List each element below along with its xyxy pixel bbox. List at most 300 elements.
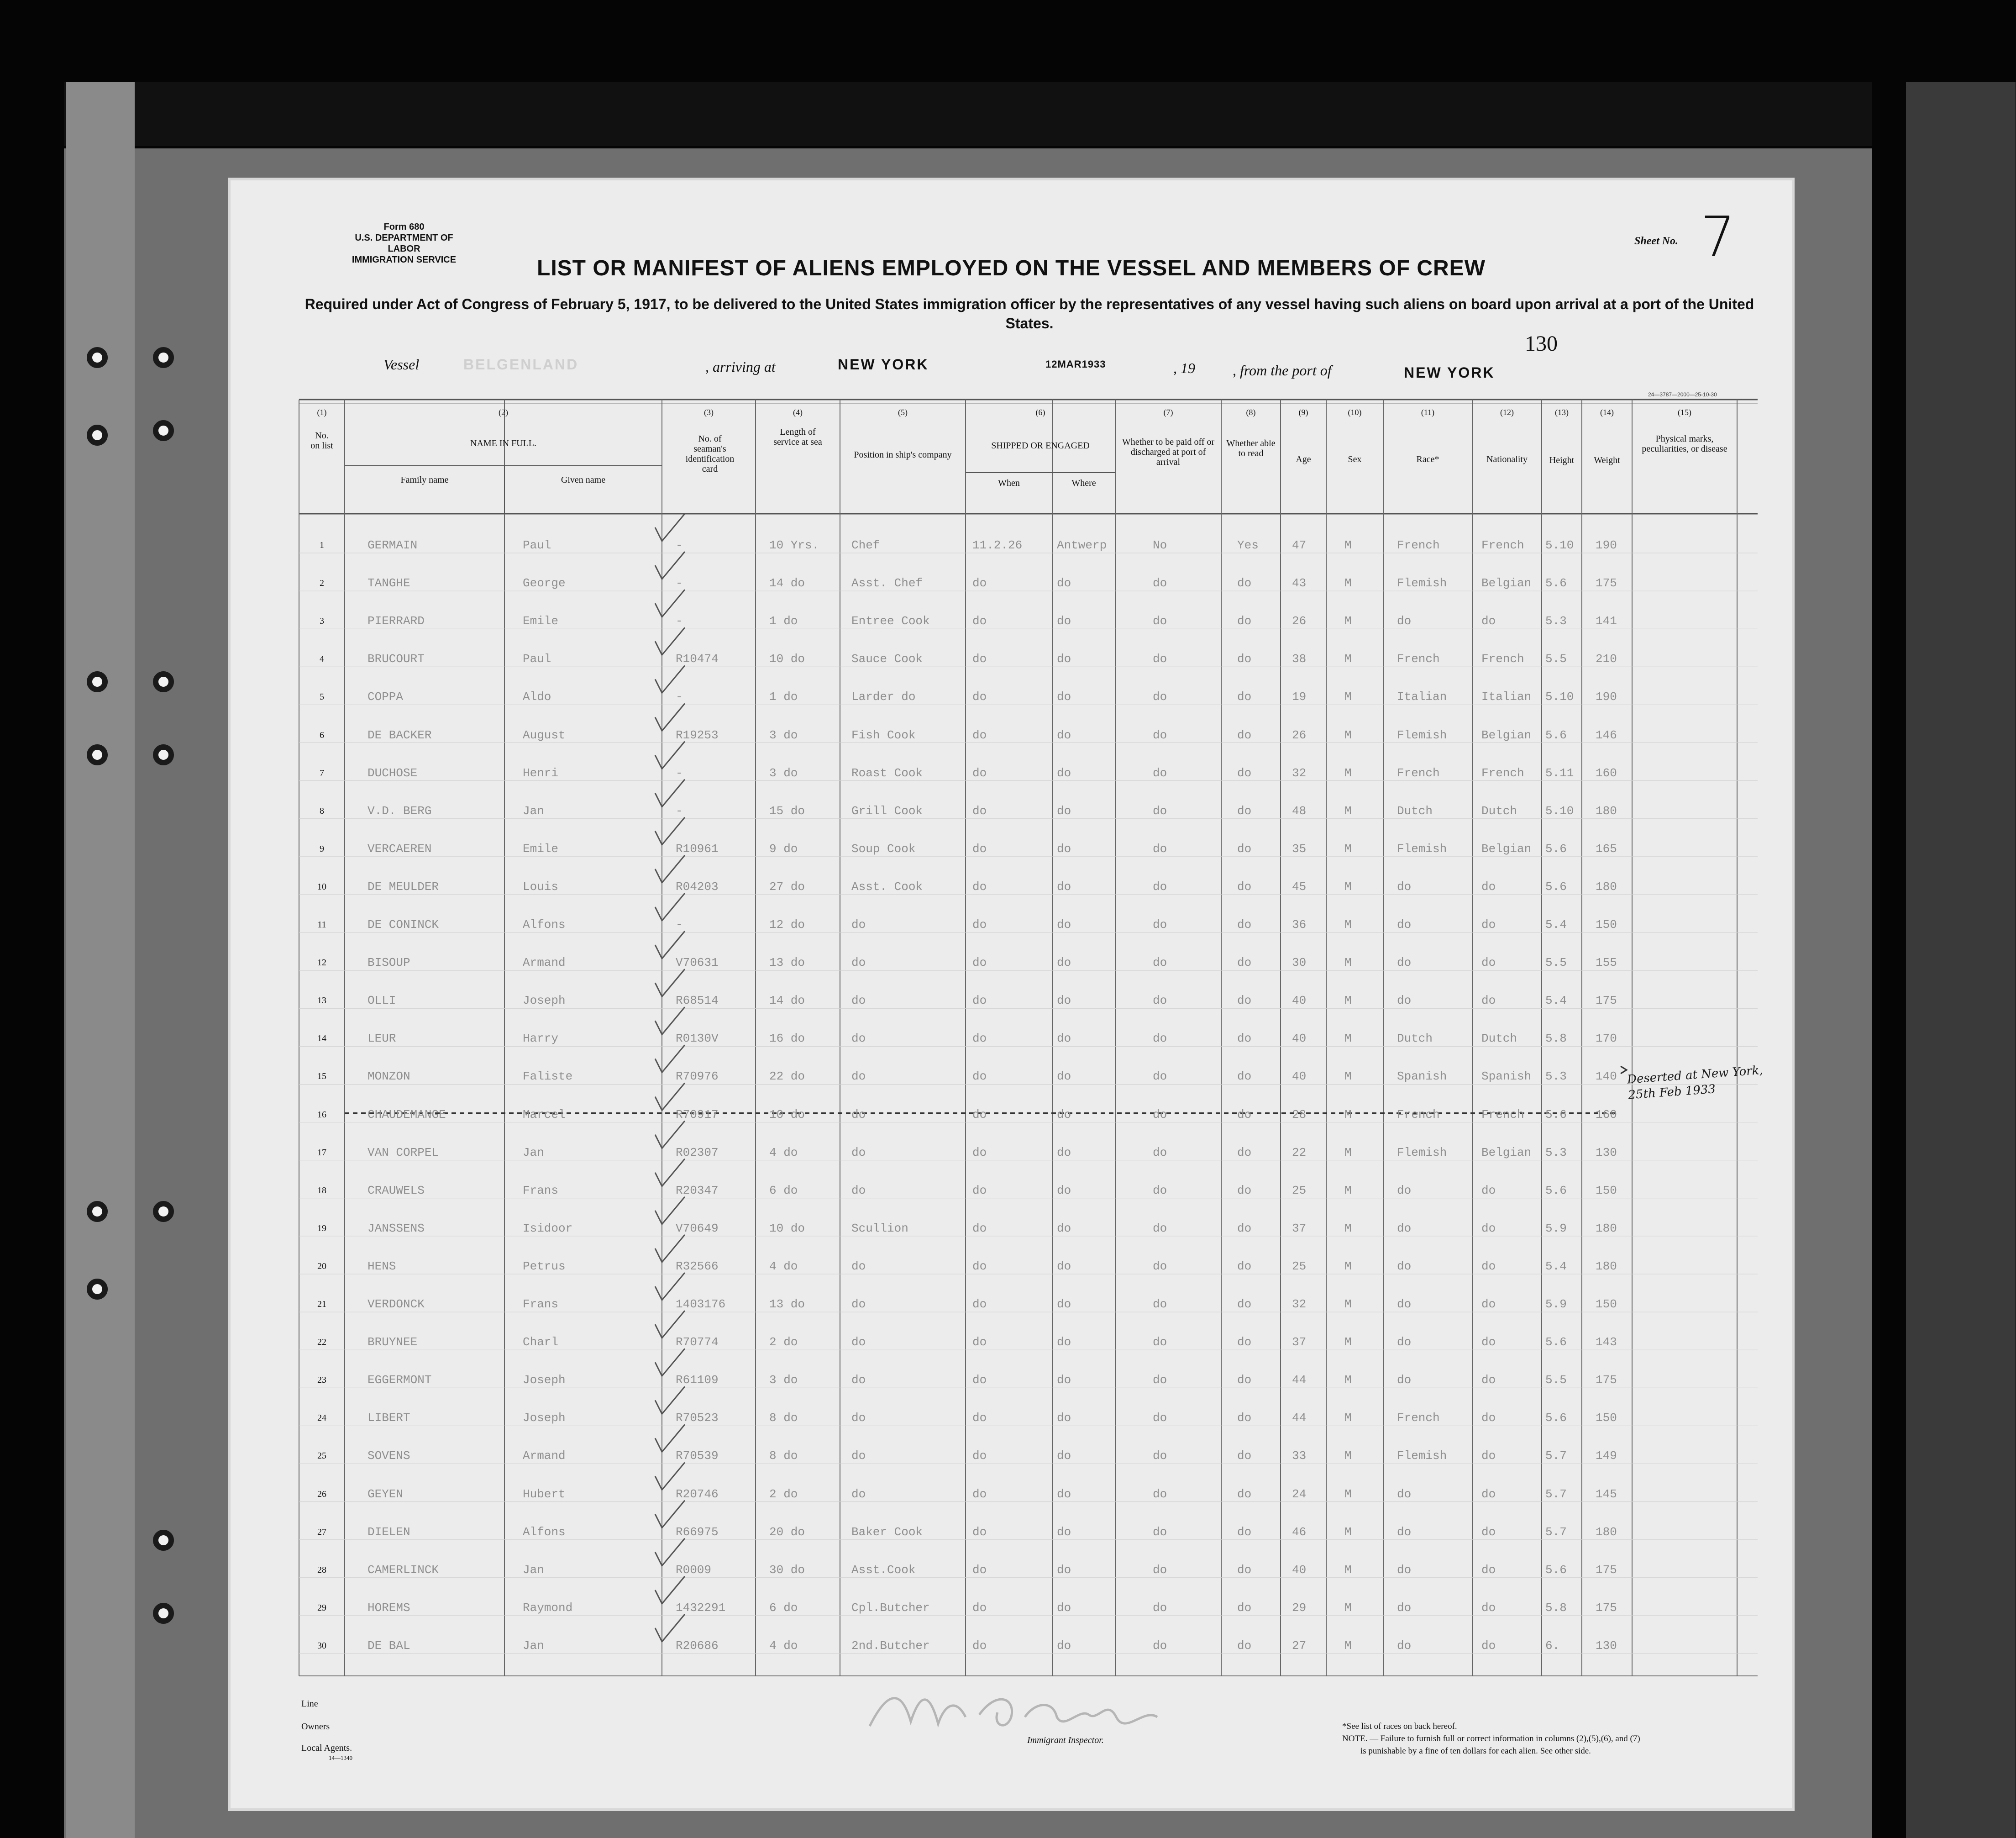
from-port: NEW YORK: [1404, 364, 1495, 381]
cell-read: do: [1237, 1563, 1252, 1577]
cell-service: 10 do: [769, 1107, 805, 1122]
cell-age: 35: [1292, 842, 1307, 856]
cell-height: 5.7: [1545, 1449, 1567, 1463]
cell-read: do: [1237, 652, 1252, 666]
cell-position: Asst. Chef: [851, 576, 923, 590]
cell-race: Dutch: [1397, 1032, 1433, 1046]
cell-nationality: do: [1481, 918, 1496, 932]
cell-service: 12 do: [769, 918, 805, 932]
cell-paid: do: [1153, 918, 1167, 932]
cell-where: do: [1057, 1411, 1071, 1425]
cell-given: Joseph: [523, 994, 566, 1008]
sheet-number: 7: [1701, 205, 1736, 269]
binder-hole: [87, 1201, 108, 1222]
cell-when: do: [972, 880, 987, 894]
cell-given: Harry: [523, 1032, 559, 1046]
cell-weight: 155: [1596, 956, 1617, 970]
cell-service: 2 do: [769, 1487, 798, 1501]
cell-paid: do: [1153, 1259, 1167, 1273]
cell-family: DUCHOSE: [368, 766, 418, 780]
header-nationality: Nationality: [1486, 454, 1528, 464]
cell-card: R20686: [676, 1639, 719, 1653]
cell-where: do: [1057, 766, 1071, 780]
row-number: 10: [317, 881, 326, 892]
cell-service: 6 do: [769, 1183, 798, 1197]
check-mark: [655, 817, 685, 845]
cell-nationality: do: [1481, 614, 1496, 628]
binder-hole: [87, 744, 108, 765]
cell-weight: 180: [1596, 1221, 1617, 1235]
page-title: LIST OR MANIFEST OF ALIENS EMPLOYED ON THE VESSEL AND MEMBERS OF CREW: [537, 256, 1486, 280]
cell-where: do: [1057, 1601, 1071, 1615]
header-when: When: [998, 478, 1020, 488]
cell-service: 4 do: [769, 1145, 798, 1159]
cell-where: do: [1057, 1639, 1071, 1653]
cell-card: R0009: [676, 1563, 712, 1577]
cell-race: do: [1397, 1601, 1412, 1615]
cell-position: Soup Cook: [851, 842, 916, 856]
cell-family: TANGHE: [368, 576, 410, 590]
cell-position: Roast Cook: [851, 766, 923, 780]
cell-paid: do: [1153, 804, 1167, 818]
check-mark: [655, 779, 685, 807]
service-name: IMMIGRATION SERVICE: [352, 255, 457, 265]
cell-given: Jan: [523, 1145, 544, 1159]
cell-when: do: [972, 1297, 987, 1311]
cell-weight: 130: [1596, 1639, 1617, 1653]
cell-position: do: [851, 1069, 866, 1084]
row-number: 24: [317, 1413, 326, 1423]
row-number: 4: [320, 654, 324, 664]
binder-hole: [87, 347, 108, 368]
cell-service: 15 do: [769, 804, 805, 818]
cell-weight: 160: [1596, 1107, 1617, 1122]
cell-when: do: [972, 1525, 987, 1539]
cell-sex: M: [1344, 1411, 1352, 1425]
check-mark: [655, 1348, 685, 1376]
cell-paid: do: [1153, 1639, 1167, 1653]
cell-paid: do: [1153, 1411, 1167, 1425]
cell-paid: do: [1153, 766, 1167, 780]
check-mark: [655, 931, 685, 958]
cell-weight: 175: [1596, 1563, 1617, 1577]
cell-read: do: [1237, 1032, 1252, 1046]
cell-sex: M: [1344, 766, 1352, 780]
cell-where: do: [1057, 1259, 1071, 1273]
cell-nationality: French: [1481, 538, 1524, 552]
column-number: (8): [1246, 408, 1256, 417]
check-mark: [655, 893, 685, 921]
row-number: 9: [320, 843, 324, 854]
cell-when: do: [972, 690, 987, 704]
row-number: 7: [320, 768, 324, 778]
cell-when: do: [972, 1373, 987, 1387]
inspector-signature: [861, 1671, 1189, 1754]
cell-weight: 140: [1596, 1069, 1617, 1084]
cell-read: do: [1237, 1221, 1252, 1235]
cell-card: R70539: [676, 1449, 719, 1463]
header-shipped: SHIPPED OR ENGAGED: [991, 441, 1090, 451]
cell-when: do: [972, 766, 987, 780]
check-mark: [655, 1273, 685, 1300]
cell-sex: M: [1344, 1297, 1352, 1311]
cell-service: 4 do: [769, 1259, 798, 1273]
cell-position: do: [851, 1373, 866, 1387]
cell-height: 5.9: [1545, 1297, 1567, 1311]
cell-nationality: Belgian: [1481, 576, 1532, 590]
handwritten-annotation: Deserted at New York, 25th Feb 1933: [1627, 1063, 1764, 1102]
cell-weight: 210: [1596, 652, 1617, 666]
cell-family: JANSSENS: [368, 1221, 425, 1235]
cell-age: 37: [1292, 1221, 1307, 1235]
cell-service: 22 do: [769, 1069, 805, 1084]
column-number: (4): [793, 408, 803, 417]
cell-weight: 165: [1596, 842, 1617, 856]
row-number: 16: [317, 1109, 326, 1120]
row-number: 30: [317, 1641, 326, 1651]
cell-given: Louis: [523, 880, 559, 894]
check-mark: [655, 1538, 685, 1566]
cell-paid: do: [1153, 880, 1167, 894]
binder-hole: [153, 1530, 174, 1551]
cell-race: French: [1397, 766, 1440, 780]
cell-paid: do: [1153, 1145, 1167, 1159]
cell-where: do: [1057, 1069, 1071, 1084]
cell-weight: 170: [1596, 1032, 1617, 1046]
check-mark: [655, 627, 685, 655]
cell-sex: M: [1344, 728, 1352, 742]
cell-when: do: [972, 1069, 987, 1084]
cell-age: 43: [1292, 576, 1307, 590]
cell-nationality: do: [1481, 994, 1496, 1008]
inspector-label: Immigrant Inspector.: [1027, 1735, 1104, 1745]
row-number: 27: [317, 1527, 326, 1537]
cell-sex: M: [1344, 842, 1352, 856]
footer-line: Line: [301, 1699, 318, 1709]
cell-race: do: [1397, 1183, 1412, 1197]
column-number: (3): [704, 408, 714, 417]
cell-age: 36: [1292, 918, 1307, 932]
cell-card: V70649: [676, 1221, 719, 1235]
cell-family: CAMERLINCK: [368, 1563, 439, 1577]
cell-where: do: [1057, 1449, 1071, 1463]
left-strip: [66, 82, 135, 1838]
cell-paid: do: [1153, 994, 1167, 1008]
column-number: (2): [499, 408, 508, 417]
check-mark: [655, 1463, 685, 1490]
cell-height: 5.3: [1545, 1069, 1567, 1084]
check-mark: [655, 1083, 685, 1111]
row-number: 25: [317, 1451, 326, 1461]
cell-given: Jan: [523, 1639, 544, 1653]
cell-where: do: [1057, 652, 1071, 666]
cell-paid: do: [1153, 1032, 1167, 1046]
cell-age: 48: [1292, 804, 1307, 818]
cell-position: do: [851, 994, 866, 1008]
cell-card: -: [676, 766, 683, 780]
cell-height: 5.10: [1545, 538, 1574, 552]
cell-where: do: [1057, 1373, 1071, 1387]
right-strip: [1906, 82, 2016, 1838]
cell-read: do: [1237, 1601, 1252, 1615]
cell-when: do: [972, 1145, 987, 1159]
cell-position: do: [851, 956, 866, 970]
cell-sex: M: [1344, 576, 1352, 590]
header-age: Age: [1296, 454, 1311, 464]
cell-height: 5.11: [1545, 766, 1574, 780]
cell-nationality: do: [1481, 1259, 1496, 1273]
cell-given: August: [523, 728, 566, 742]
cell-race: do: [1397, 1297, 1412, 1311]
cell-family: VERDONCK: [368, 1297, 425, 1311]
cell-when: do: [972, 576, 987, 590]
cell-age: 26: [1292, 728, 1307, 742]
cell-height: 5.6: [1545, 728, 1567, 742]
cell-sex: M: [1344, 1145, 1352, 1159]
cell-given: Jan: [523, 804, 544, 818]
cell-family: HENS: [368, 1259, 396, 1273]
cell-family: VAN CORPEL: [368, 1145, 439, 1159]
cell-sex: M: [1344, 1259, 1352, 1273]
cell-card: V70631: [676, 956, 719, 970]
cell-paid: do: [1153, 956, 1167, 970]
cell-paid: do: [1153, 728, 1167, 742]
cell-position: Larder do: [851, 690, 916, 704]
cell-family: MONZON: [368, 1069, 410, 1084]
cell-when: do: [972, 1183, 987, 1197]
column-number: (14): [1600, 408, 1614, 417]
row-number: 19: [317, 1223, 326, 1233]
cell-nationality: Dutch: [1481, 1032, 1517, 1046]
cell-age: 38: [1292, 652, 1307, 666]
cell-age: 30: [1292, 956, 1307, 970]
cell-card: R70523: [676, 1411, 719, 1425]
row-number: 28: [317, 1564, 326, 1575]
cell-when: do: [972, 728, 987, 742]
cell-when: do: [972, 652, 987, 666]
cell-family: BRUCOURT: [368, 652, 425, 666]
arriving-label: , arriving at: [705, 358, 776, 375]
cell-when: do: [972, 1032, 987, 1046]
cell-read: do: [1237, 1107, 1252, 1122]
check-mark: [655, 514, 685, 541]
cell-nationality: do: [1481, 1221, 1496, 1235]
cell-card: R19253: [676, 728, 719, 742]
cell-read: do: [1237, 1183, 1252, 1197]
cell-read: do: [1237, 880, 1252, 894]
cell-paid: do: [1153, 652, 1167, 666]
row-number: 6: [320, 730, 324, 740]
header-height: Height: [1549, 455, 1575, 465]
cell-age: 33: [1292, 1449, 1307, 1463]
cell-service: 8 do: [769, 1449, 798, 1463]
row-number: 17: [317, 1147, 326, 1158]
cell-race: Flemish: [1397, 1145, 1447, 1159]
check-mark: [655, 665, 685, 693]
cell-height: 5.7: [1545, 1525, 1567, 1539]
cell-where: do: [1057, 1487, 1071, 1501]
cell-nationality: do: [1481, 880, 1496, 894]
cell-paid: do: [1153, 1601, 1167, 1615]
cell-sex: M: [1344, 538, 1352, 552]
cell-weight: 180: [1596, 1525, 1617, 1539]
cell-age: 32: [1292, 1297, 1307, 1311]
cell-height: 5.6: [1545, 576, 1567, 590]
cell-nationality: Italian: [1481, 690, 1532, 704]
cell-height: 5.5: [1545, 652, 1567, 666]
cell-paid: No: [1153, 538, 1167, 552]
cell-where: do: [1057, 918, 1071, 932]
cell-race: do: [1397, 1221, 1412, 1235]
check-mark: [655, 1045, 685, 1072]
column-number: (5): [898, 408, 908, 417]
cell-nationality: do: [1481, 1411, 1496, 1425]
cell-race: do: [1397, 1373, 1412, 1387]
cell-given: Marcel: [523, 1107, 566, 1122]
binder-hole: [153, 420, 174, 441]
cell-where: do: [1057, 804, 1071, 818]
row-number: 3: [320, 616, 324, 627]
cell-family: GERMAIN: [368, 538, 418, 552]
cell-card: R68514: [676, 994, 719, 1008]
cell-where: do: [1057, 1107, 1071, 1122]
cell-when: do: [972, 1221, 987, 1235]
cell-paid: do: [1153, 614, 1167, 628]
check-mark: [655, 1501, 685, 1528]
cell-nationality: do: [1481, 1183, 1496, 1197]
check-mark: [655, 1159, 685, 1186]
cell-read: do: [1237, 918, 1252, 932]
cell-where: do: [1057, 728, 1071, 742]
header-name-in-full: NAME IN FULL.: [470, 438, 536, 448]
cell-nationality: Belgian: [1481, 842, 1532, 856]
cell-where: do: [1057, 956, 1071, 970]
cell-card: 1432291: [676, 1601, 726, 1615]
cell-family: DIELEN: [368, 1525, 410, 1539]
cell-position: do: [851, 1297, 866, 1311]
cell-nationality: French: [1481, 1107, 1524, 1122]
row-number: 20: [317, 1261, 326, 1271]
cell-sex: M: [1344, 1639, 1352, 1653]
column-number: (6): [1035, 408, 1045, 417]
cell-age: 28: [1292, 1107, 1307, 1122]
check-mark: [655, 1121, 685, 1148]
column-number: (7): [1163, 408, 1173, 417]
cell-nationality: do: [1481, 1297, 1496, 1311]
cell-weight: 150: [1596, 1297, 1617, 1311]
cell-where: do: [1057, 1032, 1071, 1046]
cell-nationality: do: [1481, 1373, 1496, 1387]
cell-age: 44: [1292, 1411, 1307, 1425]
cell-when: do: [972, 1107, 987, 1122]
cell-family: SOVENS: [368, 1449, 410, 1463]
vessel-label: Vessel: [383, 356, 420, 373]
cell-age: 24: [1292, 1487, 1307, 1501]
cell-nationality: do: [1481, 1639, 1496, 1653]
cell-age: 32: [1292, 766, 1307, 780]
cell-given: Alfons: [523, 1525, 566, 1539]
cell-service: 1 do: [769, 614, 798, 628]
cell-weight: 175: [1596, 1601, 1617, 1615]
cell-weight: 143: [1596, 1335, 1617, 1349]
cell-when: do: [972, 804, 987, 818]
cell-weight: 146: [1596, 728, 1617, 742]
cell-nationality: Spanish: [1481, 1069, 1532, 1084]
cell-paid: do: [1153, 1221, 1167, 1235]
binder-hole: [153, 347, 174, 368]
cell-service: 14 do: [769, 576, 805, 590]
cell-given: George: [523, 576, 566, 590]
cell-given: Hubert: [523, 1487, 566, 1501]
cell-service: 27 do: [769, 880, 805, 894]
cell-card: 1403176: [676, 1297, 726, 1311]
cell-family: BRUYNEE: [368, 1335, 418, 1349]
cell-height: 5.8: [1545, 1601, 1567, 1615]
cell-service: 10 do: [769, 1221, 805, 1235]
arriving-port: NEW YORK: [838, 356, 929, 373]
cell-nationality: do: [1481, 1563, 1496, 1577]
cell-weight: 145: [1596, 1487, 1617, 1501]
footer-agents-ref: 14—1340: [329, 1754, 352, 1761]
cell-height: 5.10: [1545, 690, 1574, 704]
header-id-card: No. of seaman's identification card: [685, 434, 735, 474]
cell-card: R20347: [676, 1183, 719, 1197]
cell-service: 6 do: [769, 1601, 798, 1615]
row-number: 18: [317, 1185, 326, 1195]
cell-card: R70774: [676, 1335, 719, 1349]
cell-height: 5.8: [1545, 1032, 1567, 1046]
cell-height: 5.5: [1545, 956, 1567, 970]
cell-where: do: [1057, 1335, 1071, 1349]
vessel-name: BELGENLAND: [463, 356, 579, 373]
cell-paid: do: [1153, 1183, 1167, 1197]
cell-card: R70976: [676, 1069, 719, 1084]
board-top-shadow: [64, 82, 1872, 146]
column-number: (9): [1298, 408, 1308, 417]
cell-age: 26: [1292, 614, 1307, 628]
cell-age: 40: [1292, 1563, 1307, 1577]
cell-where: do: [1057, 1221, 1071, 1235]
cell-card: R66975: [676, 1525, 719, 1539]
cell-sex: M: [1344, 1487, 1352, 1501]
header-paid-off: Whether to be paid off or discharged at port of arrival: [1122, 437, 1215, 467]
cell-family: OLLI: [368, 994, 396, 1008]
cell-age: 45: [1292, 880, 1307, 894]
cell-height: 5.7: [1545, 1487, 1567, 1501]
cell-height: 5.4: [1545, 994, 1567, 1008]
cell-position: Scullion: [851, 1221, 908, 1235]
cell-race: Flemish: [1397, 1449, 1447, 1463]
cell-given: Frans: [523, 1297, 559, 1311]
column-number: (13): [1555, 408, 1569, 417]
cell-race: do: [1397, 1563, 1412, 1577]
row-number: 2: [320, 578, 324, 589]
cell-sex: M: [1344, 1107, 1352, 1122]
cell-position: do: [851, 1032, 866, 1046]
cell-position: Chef: [851, 538, 880, 552]
cell-weight: 149: [1596, 1449, 1617, 1463]
cell-age: 40: [1292, 994, 1307, 1008]
cell-where: Antwerp: [1057, 538, 1107, 552]
cell-weight: 150: [1596, 1411, 1617, 1425]
cell-when: do: [972, 956, 987, 970]
cell-sex: M: [1344, 690, 1352, 704]
header-family-name: Family name: [400, 475, 449, 485]
cell-position: do: [851, 1335, 866, 1349]
cell-position: Asst. Cook: [851, 880, 923, 894]
header-read: Whether able to read: [1226, 438, 1276, 458]
header-length-service: Length of service at sea: [773, 427, 822, 447]
